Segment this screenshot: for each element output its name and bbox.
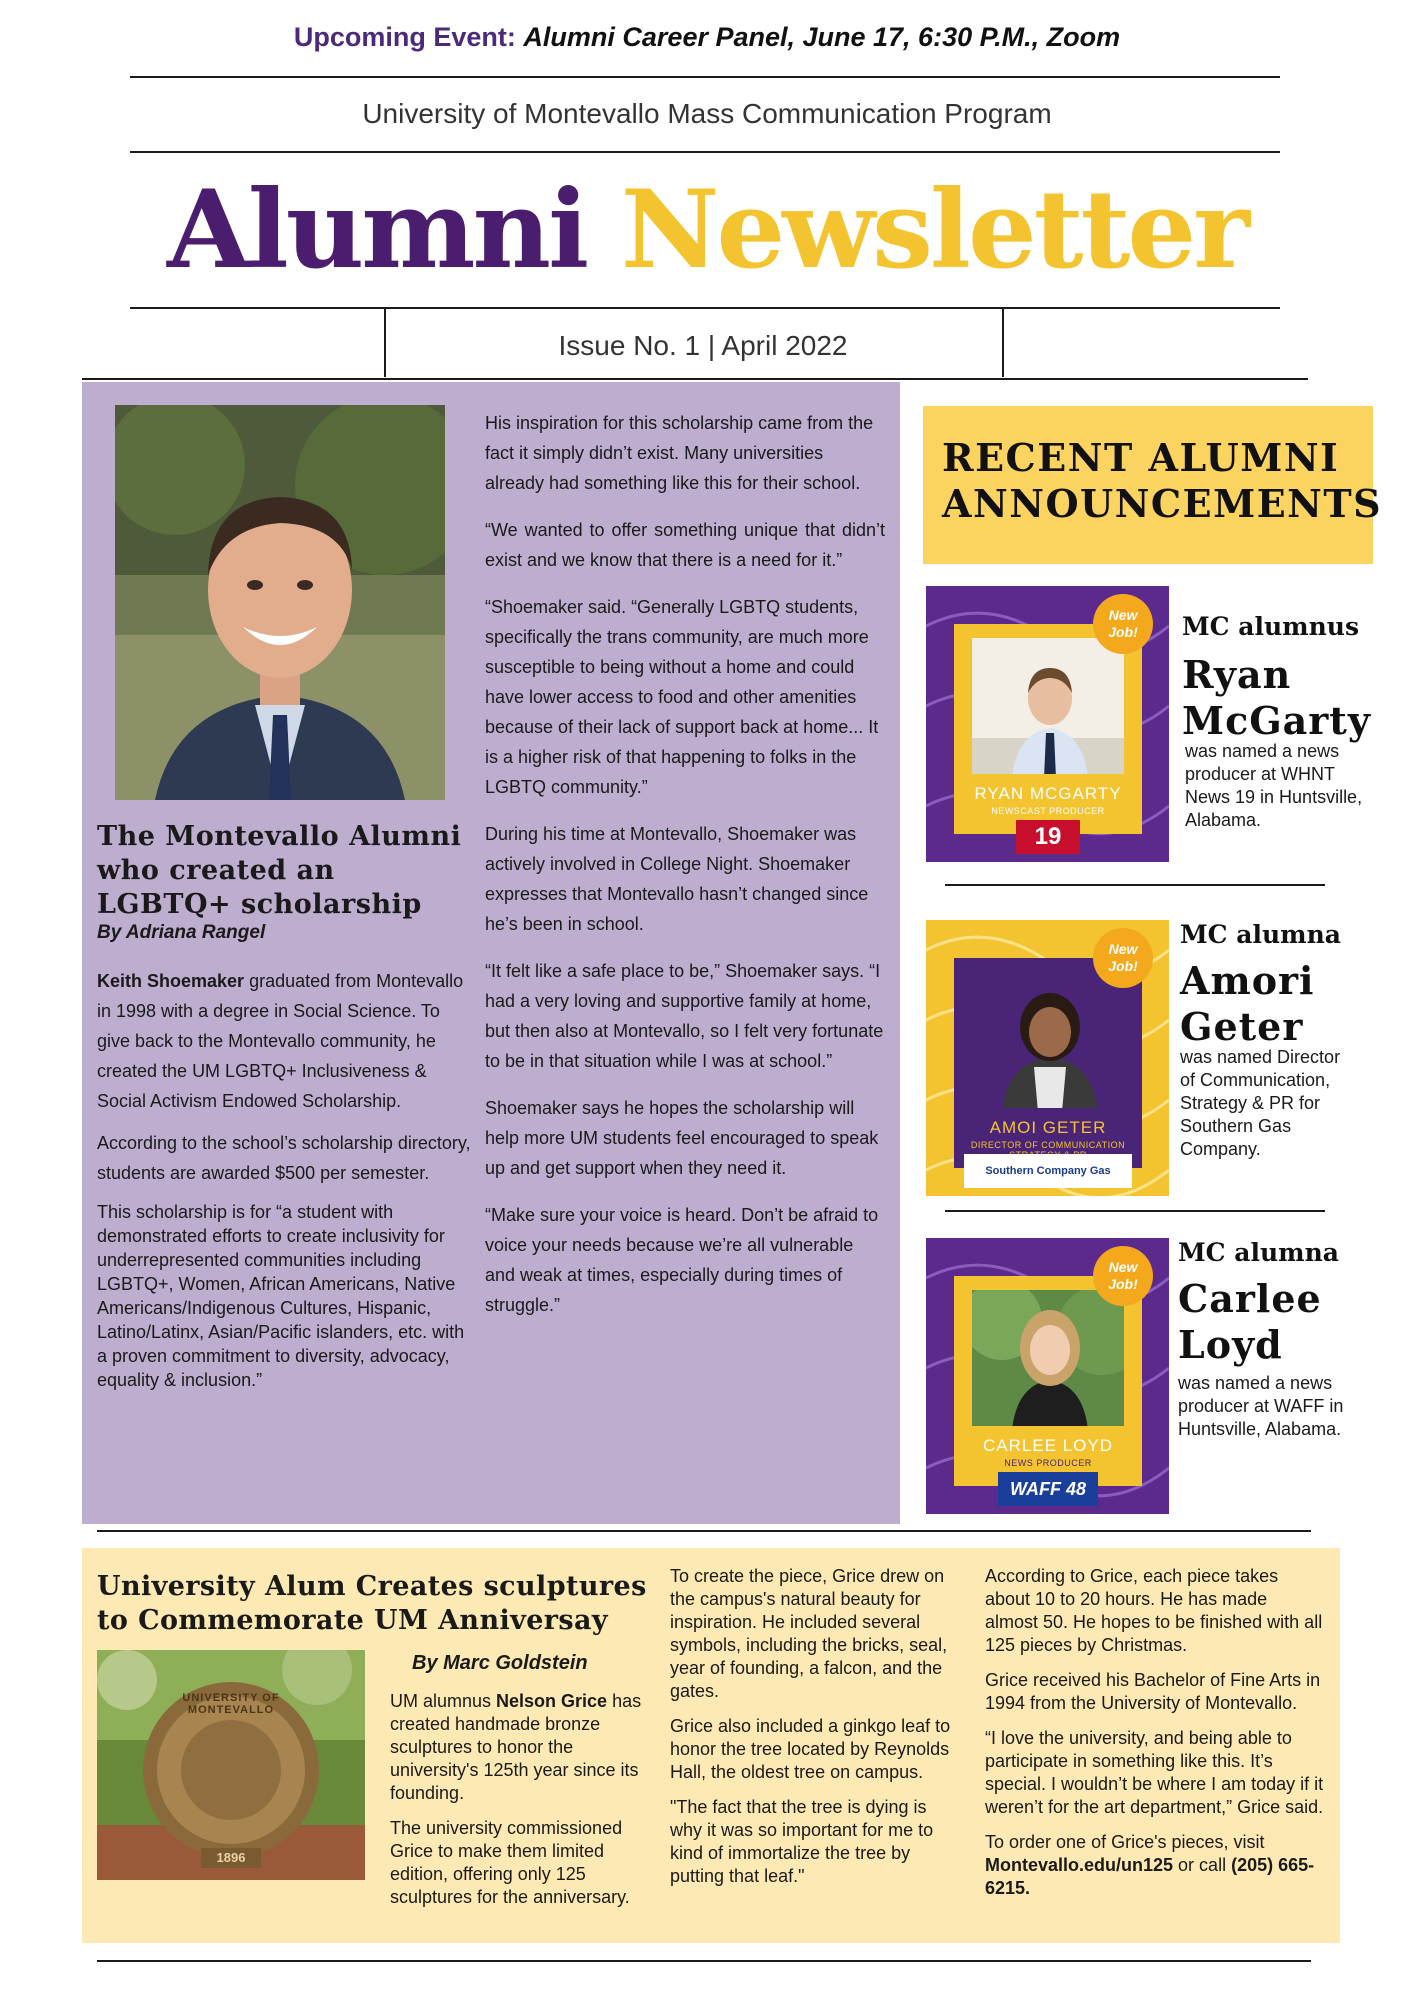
divider: [97, 1530, 1311, 1532]
new-job-badge: New Job!: [1093, 594, 1153, 654]
sculpture-byline: By Marc Goldstein: [412, 1652, 588, 1674]
divider: [82, 378, 1308, 380]
sculpture-paragraph: "The fact that the tree is dying is why it was so important for me to kind of immortalize the tree by putting that leaf.": [670, 1797, 934, 1886]
portrait-illustration: [972, 638, 1126, 776]
event-label: Upcoming Event:: [293, 22, 516, 52]
announcement-card: [926, 1238, 1169, 1514]
portrait-illustration: [972, 972, 1126, 1110]
masthead-word-newsletter: Newsletter: [620, 167, 1248, 293]
carlee-loyd-photo: [970, 1288, 1126, 1428]
medal-inscription: UNIVERSITY OF MONTEVALLO: [182, 1692, 280, 1716]
sculpture-paragraph: To create the piece, Grice drew on the campus's natural beauty for inspiration. He included several symbols, including the bricks, seal, year of founding, a falcon, and the gates.: [670, 1566, 948, 1701]
announcement-name: Carlee Loyd: [1178, 1276, 1322, 1367]
amori-geter-photo: [970, 970, 1126, 1110]
portrait-illustration: [115, 405, 445, 800]
announcement-lead: MC alumnus: [1182, 612, 1360, 641]
masthead-title: [0, 167, 1414, 293]
announcement-text: was named a news producer at WHNT News 19 in Huntsville, Alabama.: [1185, 741, 1363, 830]
announcement-lead: MC alumna: [1178, 1238, 1339, 1267]
southern-company-gas-logo: Southern Company Gas: [964, 1154, 1132, 1188]
sculpture-paragraph: UM alumnus Nelson Grice has created handmade bronze sculptures to honor the university's 125th year since its founding.: [390, 1691, 642, 1803]
divider: [130, 307, 1280, 309]
divider: [97, 1960, 1311, 1962]
sculpture-illustration: [97, 1650, 365, 1880]
announcement-text: was named Director of Communication, Strategy & PR for Southern Gas Company.: [1180, 1047, 1341, 1159]
card-frame: [954, 958, 1142, 1177]
sculpture-column-1: [390, 1690, 655, 1921]
announcement-card: [926, 586, 1169, 862]
feature-paragraph: Shoemaker says he hopes the scholarship will help more UM students feel encouraged to speak up and get support when they need it.: [485, 1098, 879, 1178]
divider: [130, 76, 1280, 78]
sculpture-paragraph: Grice also included a ginkgo leaf to honor the tree located by Reynolds Hall, the oldest tree on campus.: [670, 1716, 951, 1782]
masthead-word-alumni: Alumni: [166, 167, 587, 293]
ryan-mcgarty-photo: [970, 636, 1126, 776]
sculpture-paragraph: The university commissioned Grice to make them limited edition, offering only 125 sculptures for the anniversary.: [390, 1818, 630, 1907]
bronze-sculpture-photo: [97, 1650, 365, 1880]
announcements-title: RECENT ALUMNI ANNOUNCEMENTS: [942, 435, 1383, 526]
announcement-text: was named a news producer at WAFF in Huntsville, Alabama.: [1178, 1373, 1344, 1439]
feature-paragraph: According to the school’s scholarship directory, students are awarded $500 per semester.: [97, 1133, 471, 1183]
divider: [945, 1210, 1325, 1212]
issue-info: Issue No. 1 | April 2022: [558, 330, 848, 361]
whnt-logo: 19: [1016, 820, 1080, 854]
card-name: CARLEE LOYD: [982, 1436, 1114, 1455]
waff-logo: WAFF 48: [998, 1472, 1098, 1506]
new-job-badge: New Job!: [1093, 1246, 1153, 1306]
portrait-illustration: [972, 1290, 1126, 1428]
feature-byline: By Adriana Rangel: [97, 922, 266, 943]
feature-paragraph: His inspiration for this scholarship came from the fact it simply didn’t exist. Many universities already had something like this for their school.: [485, 413, 874, 493]
card-name: AMOI GETER: [989, 1118, 1107, 1137]
announcement-name: Amori Geter: [1180, 958, 1315, 1049]
feature-paragraph: “Make sure your voice is heard. Don’t be afraid to voice your needs because we’re all vulnerable and weak at times, especially during times of struggle.”: [485, 1205, 879, 1315]
divider: [384, 307, 386, 377]
sculpture-paragraph: According to Grice, each piece takes about 10 to 20 hours. He has made almost 50. He hopes to be finished with all 125 pieces by Christmas.: [985, 1566, 1323, 1655]
feature-paragraph: “We wanted to offer something unique that didn’t exist and we know that there is a need for it.”: [485, 520, 885, 570]
nelson-grice-name: Nelson Grice: [496, 1691, 608, 1711]
feature-paragraph: “It felt like a safe place to be,” Shoemaker says. “I had a very loving and supportive family at home, but then also at Montevallo, so I felt very fortunate to be in that situation while I was at school.”: [485, 961, 884, 1071]
announcement-lead: MC alumna: [1180, 920, 1341, 949]
sculpture-paragraph: “I love the university, and being able to participate in something like this. It’s special. I wouldn’t be where I am today if it weren’t for the art department,” Grice said.: [985, 1728, 1324, 1817]
announcement-name: Ryan McGarty: [1182, 652, 1371, 743]
sculpture-column-3: [985, 1565, 1325, 1912]
order-phone: (205) 665-6215.: [985, 1855, 1315, 1898]
sculpture-headline: University Alum Creates sculptures to Commemorate UM Anniversay: [97, 1571, 647, 1636]
feature-paragraph: During his time at Montevallo, Shoemaker was actively involved in College Night. Shoemaker expresses that Montevallo hasn’t changed since he’s been in school.: [485, 824, 869, 934]
divider: [130, 151, 1280, 153]
sculpture-column-2: [670, 1565, 955, 1900]
divider: [945, 884, 1325, 886]
card-name: RYAN MCGARTY: [974, 784, 1122, 803]
program-name: University of Montevallo Mass Communication Program: [362, 98, 1052, 129]
card-frame: [954, 624, 1142, 850]
card-role: NEWSCAST PRODUCER: [991, 806, 1105, 816]
medal-year: 1896: [216, 1850, 246, 1865]
feature-column-2: [485, 408, 885, 1337]
order-info: To order one of Grice's pieces, visit Montevallo.edu/un125 or call (205) 665-6215.: [985, 1832, 1315, 1898]
keith-shoemaker-photo: [115, 405, 445, 800]
feature-paragraph: Keith Shoemaker graduated from Montevallo in 1998 with a degree in Social Science. To give back to the Montevallo community, he created the UM LGBTQ+ Inclusiveness & Social Activism Endowed Scholarship.: [97, 971, 464, 1111]
new-job-badge: New Job!: [1093, 928, 1153, 988]
upcoming-event-banner: [0, 22, 1414, 53]
sculpture-paragraph: Grice received his Bachelor of Fine Arts in 1994 from the University of Montevallo.: [985, 1670, 1321, 1713]
card-role: DIRECTOR OF COMMUNICATION: [970, 1140, 1126, 1150]
feature-headline: The Montevallo Alumni who created an LGBTQ+ scholarship: [97, 821, 462, 920]
feature-paragraph: “Shoemaker said. “Generally LGBTQ students, specifically the trans community, are much more susceptible to being without a home and could have lower access to food and other amenities because of their lack of support back at home... It is a higher risk of that happening to folks in the LGBTQ community.”: [485, 597, 879, 797]
card-frame: [954, 1276, 1142, 1499]
event-text: Alumni Career Panel, June 17, 6:30 P.M., Zoom: [523, 22, 1121, 52]
feature-paragraph: This scholarship is for “a student with demonstrated efforts to create inclusivity for underrepresented communities including LGBTQ+, Women, African Americans, Native Americans/Indigenous Cultures, Hispanic, Latino/Latinx, Asian/Pacific islanders, etc. with a proven commitment to diversity, advocacy, equality & inclusion.”: [97, 1202, 465, 1390]
announcement-card: [926, 920, 1169, 1196]
feature-column-1: [97, 966, 477, 1404]
keith-shoemaker-name: Keith Shoemaker: [97, 971, 245, 991]
order-link[interactable]: Montevallo.edu/un125: [985, 1855, 1174, 1875]
card-role: NEWS PRODUCER: [1004, 1458, 1092, 1468]
